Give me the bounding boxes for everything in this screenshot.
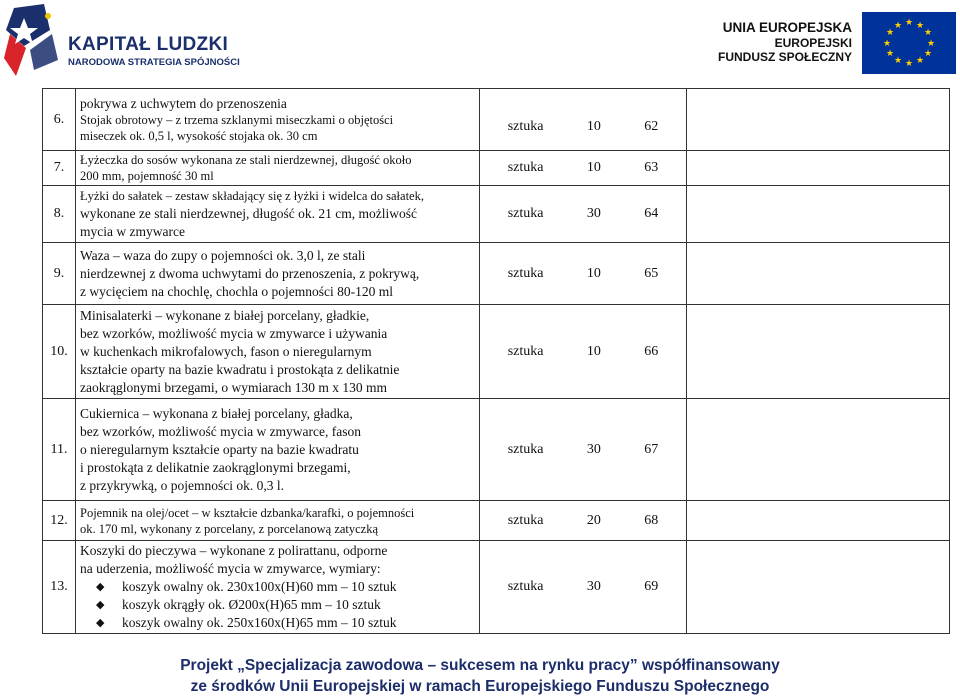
row-description <box>76 501 480 541</box>
desc-line: z wycięciem na chochlę, chochla o pojemności 80-120 ml <box>80 283 394 299</box>
qty: 30 <box>586 579 601 594</box>
empty-cell <box>687 186 950 243</box>
qty: 30 <box>586 441 601 457</box>
qty: 10 <box>586 160 601 175</box>
svg-text:★: ★ <box>893 56 903 66</box>
row-number: 9. <box>43 243 76 305</box>
footer-line-1: Projekt „Specjalizacja zawodowa – sukcesem na rynku pracy” współfinansowany <box>180 657 780 674</box>
table-row <box>43 89 950 151</box>
svg-text:★: ★ <box>923 49 933 59</box>
desc-line: miseczek ok. 0,5 l, wysokość stojaka ok. 30 cm <box>80 128 318 143</box>
row-quantity <box>480 151 687 186</box>
eu-line-1: UNIA EUROPEJSKA <box>722 20 852 35</box>
row-quantity <box>480 243 687 305</box>
row-quantity <box>480 541 687 634</box>
desc-line: pokrywa z uchwytem do przenoszenia <box>80 95 287 111</box>
desc-line: ok. 170 ml, wykonany z porcelany, z porcelanową zatyczką <box>80 521 379 536</box>
table-row <box>43 186 950 243</box>
row-quantity <box>480 501 687 541</box>
row-number: 6. <box>43 89 76 151</box>
svg-text:★: ★ <box>893 21 903 31</box>
unit: sztuka <box>507 441 544 457</box>
row-description <box>76 89 480 151</box>
svg-text:★: ★ <box>885 28 895 38</box>
empty-cell <box>687 541 950 634</box>
kapital-ludzki-logo <box>4 4 254 76</box>
desc-line: i prostokąta z delikatnie zaokrąglonymi brzegami, <box>80 459 351 475</box>
desc-line: 200 mm, pojemność 30 ml <box>80 169 214 183</box>
row-number: 8. <box>43 186 76 243</box>
table-row <box>43 399 950 501</box>
position: 68 <box>644 512 659 528</box>
position: 65 <box>644 265 659 281</box>
eu-logo <box>716 12 956 76</box>
table-row <box>43 151 950 186</box>
desc-line: Minisalaterki – wykonane z białej porcelany, gładkie, <box>80 307 370 323</box>
svg-text:★: ★ <box>915 21 925 31</box>
list-item: ◆ koszyk okrągły ok. Ø200x(H)65 mm – 10 sztuk <box>122 596 475 614</box>
qty: 10 <box>586 265 601 281</box>
desc-line: Stojak obrotowy – z trzema szklanymi miseczkami o objętości <box>80 112 394 127</box>
desc-line: na uderzenia, możliwość mycia w zmywarce, wymiary: <box>80 561 381 576</box>
desc-line: bez wzorków, możliwość mycia w zmywarce, fason <box>80 423 362 439</box>
desc-line: Łyżeczka do sosów wykonana ze stali nierdzewnej, długość około <box>80 153 412 167</box>
svg-text:★: ★ <box>882 39 892 49</box>
unit: sztuka <box>507 265 544 281</box>
unit: sztuka <box>507 343 544 359</box>
unit: sztuka <box>507 512 544 528</box>
desc-line: w kuchenkach mikrofalowych, fason o nieregularnym <box>80 343 372 359</box>
row-description <box>76 186 480 243</box>
svg-text:★: ★ <box>915 56 925 66</box>
eu-line-2: EUROPEJSKI <box>774 36 852 50</box>
eu-logo-text <box>718 20 852 64</box>
row-number: 10. <box>43 305 76 399</box>
footer-line-2: ze środków Unii Europejskiej w ramach Europejskiego Funduszu Społecznego <box>190 678 770 695</box>
qty: 10 <box>586 118 601 134</box>
row-description <box>76 305 480 399</box>
row-description <box>76 399 480 501</box>
position: 67 <box>644 441 659 457</box>
svg-text:★: ★ <box>885 49 895 59</box>
desc-line: kształcie oparty na bazie kwadratu i prostokąta z delikatnie <box>80 361 400 377</box>
project-footer <box>0 655 960 697</box>
row-number: 12. <box>43 501 76 541</box>
row-description <box>76 541 480 634</box>
qty: 10 <box>586 343 601 359</box>
row-number: 7. <box>43 151 76 186</box>
position: 66 <box>644 343 659 359</box>
desc-line: mycia w zmywarce <box>80 224 185 239</box>
table-row <box>43 501 950 541</box>
desc-line: wykonane ze stali nierdzewnej, długość ok. 21 cm, możliwość <box>80 206 418 221</box>
table-row <box>43 305 950 399</box>
empty-cell <box>687 151 950 186</box>
basket-list <box>80 578 475 632</box>
desc-line: o nieregularnym kształcie oparty na bazie kwadratu <box>80 441 359 457</box>
position: 64 <box>644 206 659 221</box>
desc-line: Cukiernica – wykonana z białej porcelany, gładka, <box>80 405 353 421</box>
position: 63 <box>644 160 659 175</box>
svg-text:★: ★ <box>926 39 936 49</box>
qty: 20 <box>586 512 601 528</box>
logo-title: KAPITAŁ LUDZKI <box>68 34 229 55</box>
items-table <box>42 88 950 634</box>
unit: sztuka <box>507 118 544 134</box>
kapital-ludzki-star-icon <box>4 4 62 76</box>
eu-line-3: FUNDUSZ SPOŁECZNY <box>717 50 852 64</box>
table-row <box>43 541 950 634</box>
svg-text:★: ★ <box>923 28 933 38</box>
svg-text:★: ★ <box>904 18 914 28</box>
desc-line: zaokrąglonymi brzegami, o wymiarach 130 m x 130 mm <box>80 379 388 395</box>
eu-flag-icon <box>862 12 956 74</box>
position: 62 <box>644 118 659 134</box>
list-item: ◆ koszyk owalny ok. 230x100x(H)60 mm – 10 sztuk <box>122 578 475 596</box>
row-quantity <box>480 89 687 151</box>
desc-line: nierdzewnej z dwoma uchwytami do przenoszenia, z pokrywą, <box>80 265 420 281</box>
list-item: ◆ koszyk owalny ok. 250x160x(H)65 mm – 10 sztuk <box>122 614 475 632</box>
desc-line: Koszyki do pieczywa – wykonane z polirattanu, odporne <box>80 543 388 558</box>
row-quantity <box>480 186 687 243</box>
row-description <box>76 243 480 305</box>
empty-cell <box>687 89 950 151</box>
desc-line: Pojemnik na olej/ocet – w kształcie dzbanka/karafki, o pojemności <box>80 505 415 520</box>
desc-line: z przykrywką, o pojemności ok. 0,3 l. <box>80 477 284 493</box>
table-row <box>43 243 950 305</box>
desc-line: bez wzorków, możliwość mycia w zmywarce i używania <box>80 325 388 341</box>
position: 69 <box>644 579 659 594</box>
row-description <box>76 151 480 186</box>
svg-text:★: ★ <box>904 59 914 69</box>
unit: sztuka <box>507 579 544 594</box>
empty-cell <box>687 399 950 501</box>
qty: 30 <box>586 206 601 221</box>
row-quantity <box>480 399 687 501</box>
empty-cell <box>687 243 950 305</box>
empty-cell <box>687 501 950 541</box>
row-number: 13. <box>43 541 76 634</box>
unit: sztuka <box>507 206 544 221</box>
logo-subtitle: NARODOWA STRATEGIA SPÓJNOŚCI <box>68 57 240 68</box>
row-number: 11. <box>43 399 76 501</box>
empty-cell <box>687 305 950 399</box>
desc-line: Łyżki do sałatek – zestaw składający się z łyżki i widelca do sałatek, <box>80 189 424 203</box>
row-quantity <box>480 305 687 399</box>
unit: sztuka <box>507 160 544 175</box>
desc-line: Waza – waza do zupy o pojemności ok. 3,0 l, ze stali <box>80 247 366 263</box>
